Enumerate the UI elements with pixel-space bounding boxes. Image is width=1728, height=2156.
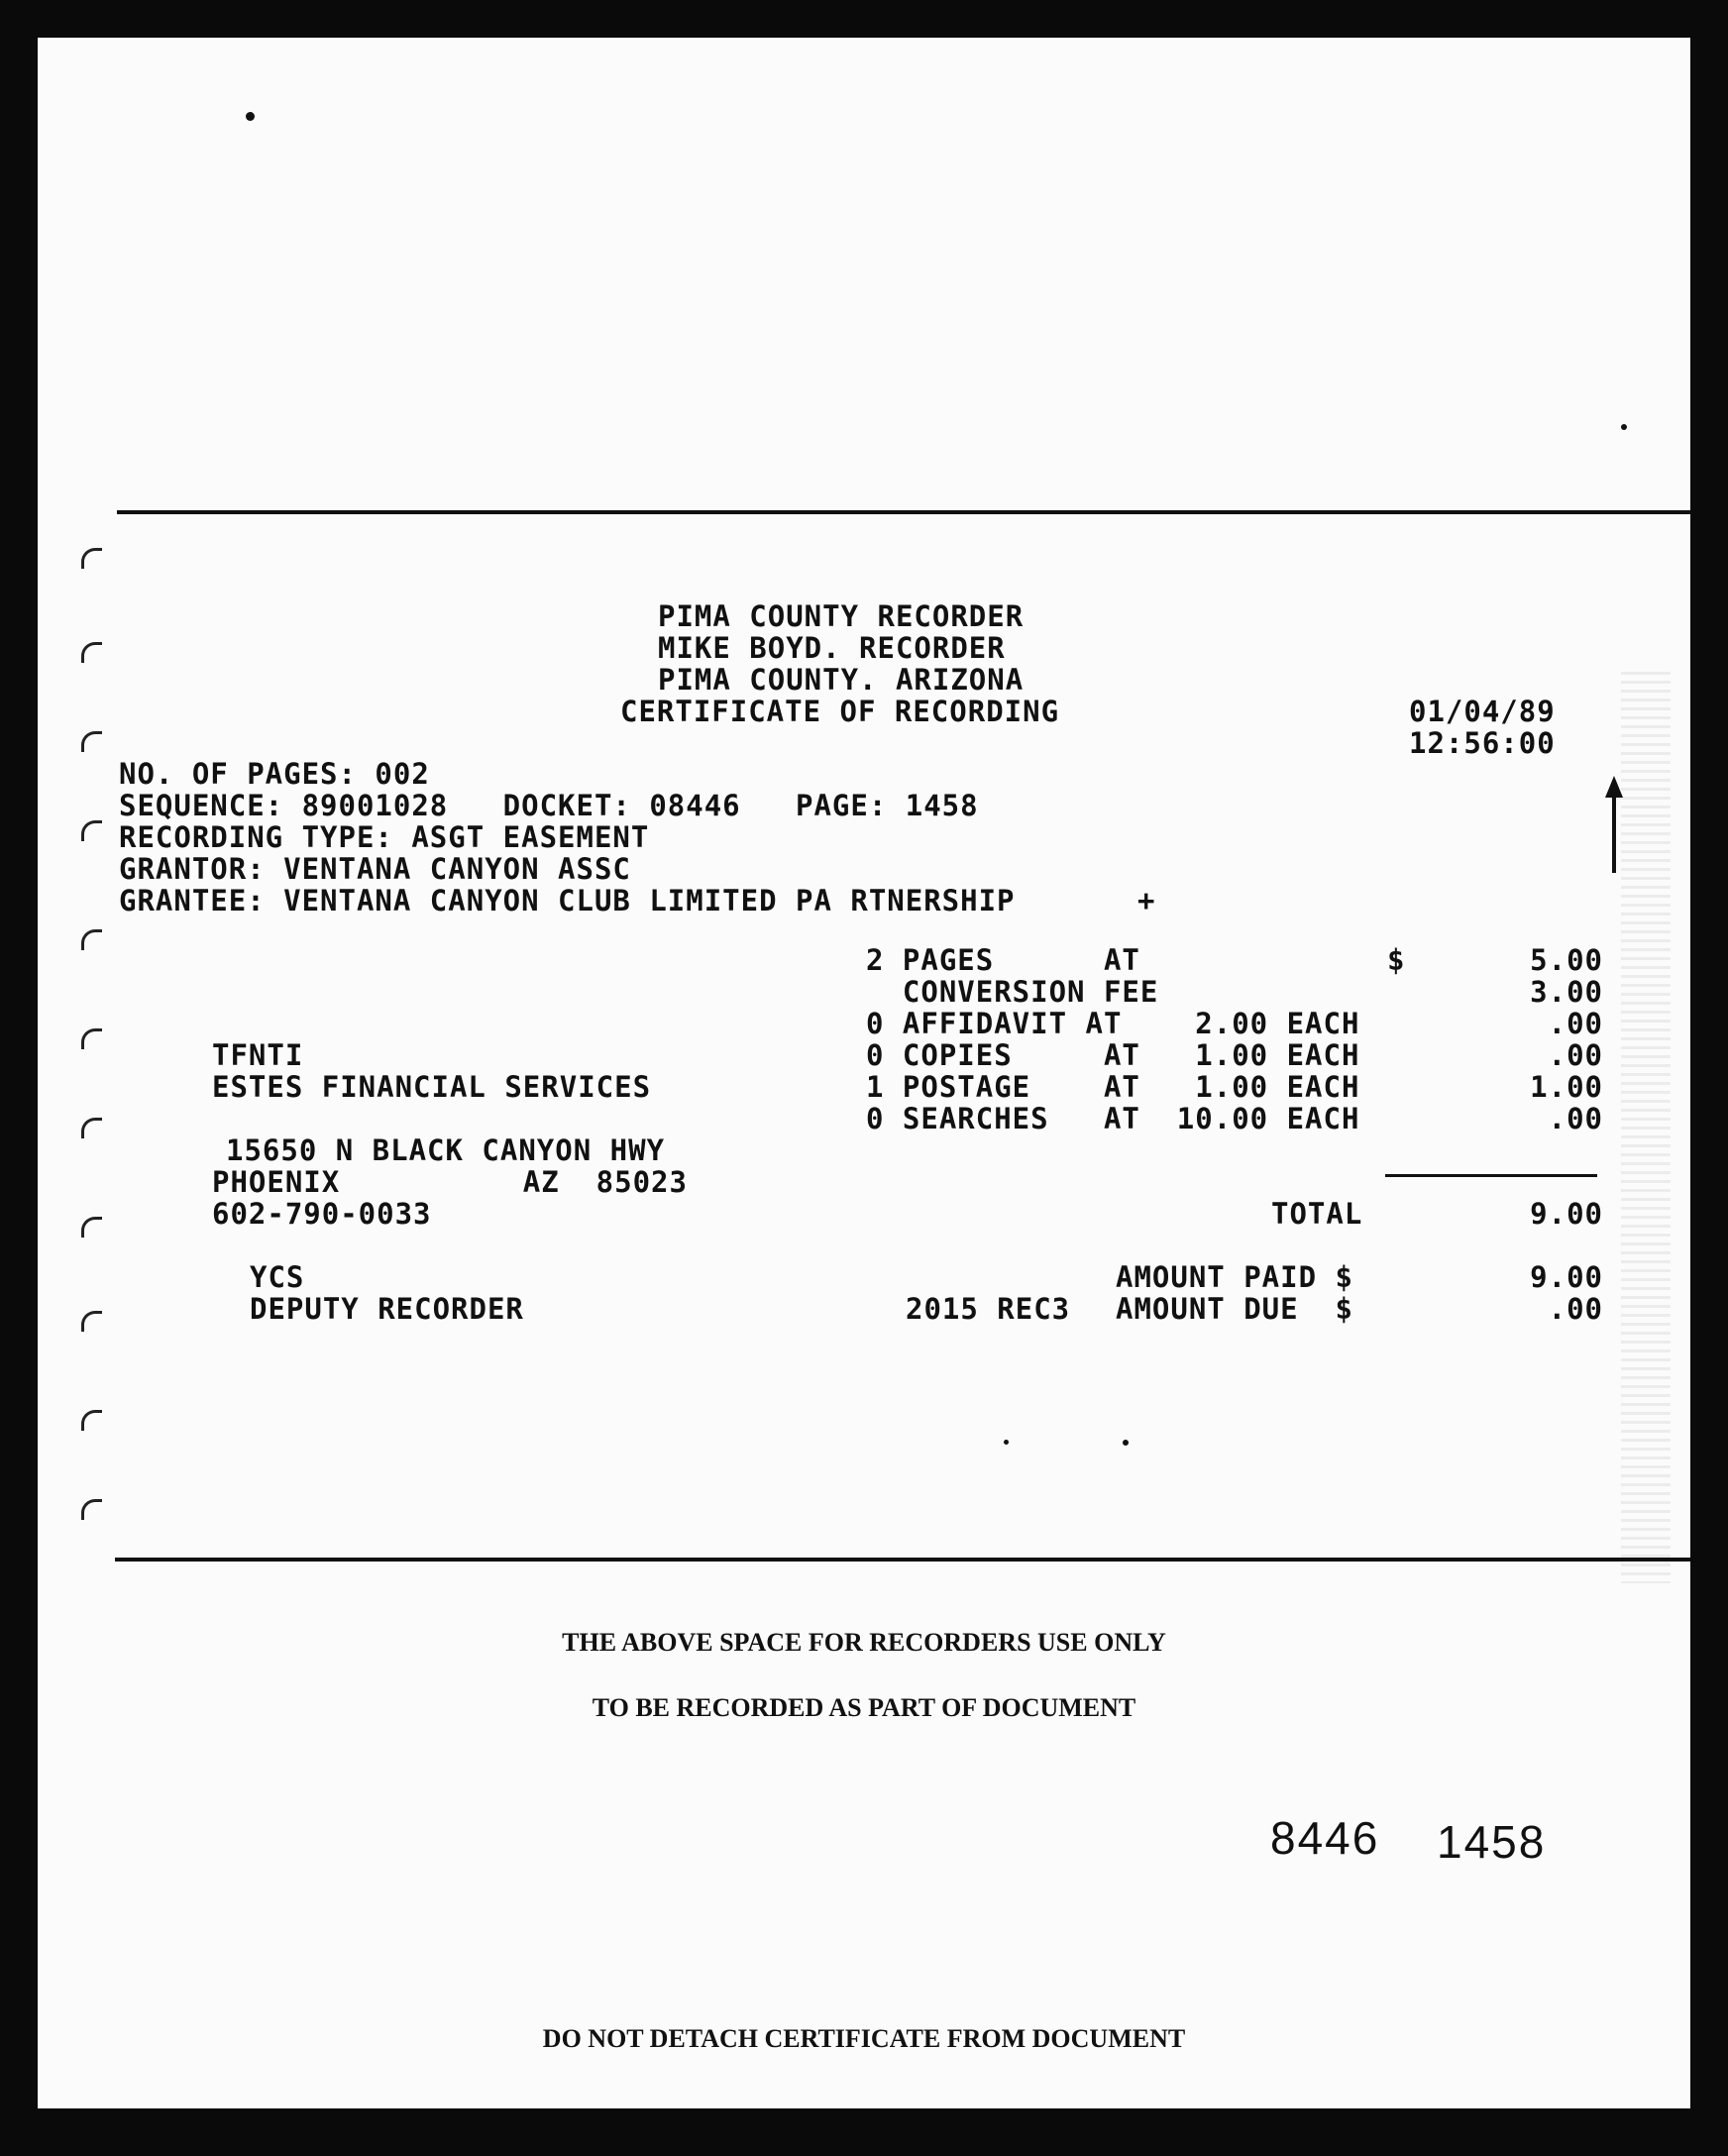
scan-speck [1621, 424, 1627, 430]
fee-line-amount: 5.00 [1530, 943, 1603, 977]
fee-line-label: 0 COPIES AT 1.00 EACH [866, 1038, 1360, 1072]
addressee-city: PHOENIX AZ 85023 [212, 1165, 688, 1199]
punch-hole [81, 820, 102, 841]
amount-paid: 9.00 [1530, 1260, 1603, 1294]
addressee-code: TFNTI [212, 1038, 304, 1072]
bottom-divider [115, 1558, 1690, 1562]
addressee-phone: 602-790-0033 [212, 1197, 432, 1231]
recording-date: 01/04/89 [1409, 695, 1556, 728]
fee-line-label: CONVERSION FEE [866, 975, 1159, 1009]
sequence-docket-page: SEQUENCE: 89001028 DOCKET: 08446 PAGE: 1458 [119, 789, 979, 822]
fee-line-label: 0 AFFIDAVIT AT 2.00 EACH [866, 1007, 1360, 1040]
punch-hole [81, 642, 102, 663]
total-underline [1385, 1174, 1597, 1177]
recorder-name: MIKE BOYD. RECORDER [658, 631, 1006, 665]
fee-line-amount: 1.00 [1530, 1070, 1603, 1104]
office-location: PIMA COUNTY. ARIZONA [658, 663, 1025, 697]
recorded-part-note: TO BE RECORDED AS PART OF DOCUMENT [592, 1693, 1136, 1722]
fee-line-amount: 3.00 [1530, 975, 1603, 1009]
fee-line-amount: .00 [1548, 1038, 1603, 1072]
arrow-up-icon [1605, 776, 1623, 798]
punch-hole [81, 1410, 102, 1431]
scan-speck [1004, 1440, 1009, 1445]
total-label: TOTAL [1271, 1197, 1363, 1231]
recorders-use-note: THE ABOVE SPACE FOR RECORDERS USE ONLY [562, 1628, 1166, 1657]
fee-line-amount: .00 [1548, 1102, 1603, 1135]
amount-paid-label: AMOUNT PAID $ [1116, 1260, 1353, 1294]
grantee: GRANTEE: VENTANA CANYON CLUB LIMITED PA RTNERSHIP [119, 884, 1016, 917]
document-page [38, 38, 1690, 2108]
plus-mark: + [1137, 884, 1156, 917]
addressee-street: 15650 N BLACK CANYON HWY [226, 1133, 666, 1167]
punch-hole [81, 1028, 102, 1049]
top-divider [117, 510, 1690, 514]
total-amount: 9.00 [1530, 1197, 1603, 1231]
deputy-initials: YCS [250, 1260, 305, 1294]
page-stamp: 1458 [1437, 1816, 1547, 1868]
number-of-pages: NO. OF PAGES: 002 [119, 757, 430, 791]
arrow-shaft [1612, 796, 1616, 873]
punch-hole [81, 1217, 102, 1238]
punch-hole [81, 1499, 102, 1520]
recording-time: 12:56:00 [1409, 726, 1556, 760]
punch-hole [81, 1311, 102, 1332]
grantor: GRANTOR: VENTANA CANYON ASSC [119, 852, 631, 886]
recording-type: RECORDING TYPE: ASGT EASEMENT [119, 820, 650, 854]
scan-speck [1123, 1440, 1129, 1446]
detach-warning: DO NOT DETACH CERTIFICATE FROM DOCUMENT [542, 2024, 1186, 2053]
fee-line-label: 1 POSTAGE AT 1.00 EACH [866, 1070, 1360, 1104]
amount-due: .00 [1548, 1292, 1603, 1326]
punch-hole [81, 548, 102, 569]
punch-hole [81, 731, 102, 752]
fee-line-amount: .00 [1548, 1007, 1603, 1040]
amount-due-label: AMOUNT DUE $ [1116, 1292, 1353, 1326]
register-code: 2015 REC3 [906, 1292, 1071, 1326]
addressee-name: ESTES FINANCIAL SERVICES [212, 1070, 652, 1104]
certificate-title: CERTIFICATE OF RECORDING [620, 695, 1060, 728]
punch-hole [81, 1118, 102, 1138]
docket-stamp: 8446 [1270, 1812, 1380, 1864]
scan-speck [246, 112, 255, 121]
office-name: PIMA COUNTY RECORDER [658, 599, 1025, 633]
dollar-sign: $ [1387, 943, 1406, 977]
punch-hole [81, 929, 102, 950]
fee-line-label: 2 PAGES AT [866, 943, 1140, 977]
scan-edge-noise [1621, 672, 1671, 1583]
fee-line-label: 0 SEARCHES AT 10.00 EACH [866, 1102, 1360, 1135]
deputy-title: DEPUTY RECORDER [250, 1292, 524, 1326]
